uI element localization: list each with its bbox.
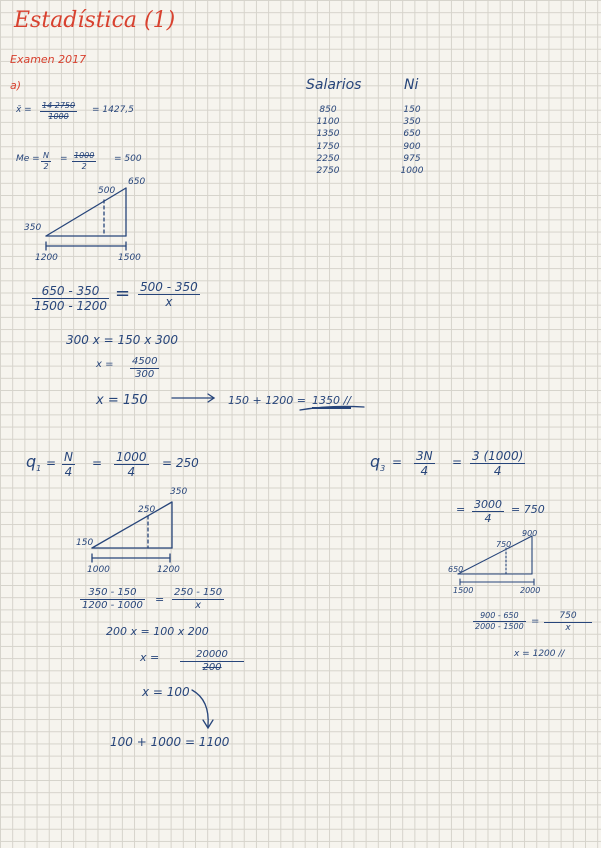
- fraction-denominator: x: [565, 623, 571, 633]
- median-step-1: 300 x = 150 x 300: [66, 333, 179, 347]
- ni-column: [392, 104, 432, 177]
- exam-heading: Examen 2017: [10, 53, 87, 66]
- q3-equals: =: [392, 455, 403, 469]
- q3-fraction-3: [472, 498, 504, 525]
- fraction-numerator: 350 - 150: [80, 587, 145, 600]
- q1-proportion-right: [172, 587, 224, 612]
- table-cell: 650: [403, 129, 421, 140]
- median-result: = 500: [114, 154, 142, 164]
- mean-result: = 1427,5: [92, 105, 134, 115]
- q3-proportion-left: [473, 611, 526, 632]
- fraction-denominator: 2: [43, 162, 49, 171]
- median-tri-top-label: 650: [128, 177, 146, 187]
- q3-equals-3: =: [456, 503, 466, 516]
- fraction-numerator: 650 - 350: [32, 284, 109, 299]
- mean-fraction: [40, 101, 77, 122]
- fraction-numerator: 1000: [116, 450, 147, 464]
- fraction-denominator: x: [165, 295, 173, 309]
- fraction-numerator: 250 - 150: [174, 587, 223, 598]
- q1-proportion-left: [80, 587, 145, 612]
- median-final-lhs: 150 + 1200 =: [228, 394, 306, 407]
- fraction-denominator: 4: [484, 512, 492, 525]
- fraction-denominator: 4: [493, 464, 502, 478]
- fraction-denominator: 4: [127, 465, 136, 479]
- mean-numerator: 14 2750: [42, 101, 76, 110]
- fraction-denominator: 4: [420, 464, 429, 478]
- table-cell: 900: [403, 141, 421, 152]
- median-tri-left-label: 350: [24, 223, 42, 233]
- fraction-denominator: 1500 - 1200: [34, 299, 108, 313]
- q3-lhs: [370, 454, 385, 473]
- fraction-numerator: N: [64, 450, 73, 464]
- q3-subscript: 3: [380, 464, 386, 474]
- fraction-denominator: 1200 - 1000: [82, 600, 143, 611]
- fraction-denominator: 2000 - 1500: [475, 622, 524, 631]
- fraction-numerator: 750: [544, 611, 592, 623]
- curved-arrow-icon: [192, 690, 213, 728]
- q3-tri-x2-label: 2000: [520, 586, 541, 595]
- mean-denominator: 1000: [48, 112, 69, 121]
- median-step-3: x = 150: [96, 393, 148, 408]
- fraction-numerator: 3 (1000): [472, 449, 524, 463]
- fraction-numerator: 4500: [132, 356, 158, 367]
- median-tri-mid-label: 500: [98, 186, 116, 196]
- median-proportion-left: [32, 284, 109, 313]
- q1-subscript: 1: [36, 464, 42, 474]
- q1-tri-x2-label: 1200: [157, 565, 180, 575]
- q1-tri-mid-label: 250: [138, 505, 156, 515]
- median-proportion-right: [138, 280, 200, 309]
- median-tri-x1-label: 1200: [35, 253, 58, 263]
- table-cell: 150: [403, 105, 421, 115]
- table-cell: 2250: [316, 153, 340, 164]
- median-lhs: Me =: [16, 154, 40, 164]
- q1-fraction-2: [114, 450, 149, 479]
- q3-symbol: q: [370, 452, 381, 471]
- median-equals: =: [60, 154, 68, 164]
- fraction-denominator: 200: [202, 662, 222, 673]
- q1-tri-x1-label: 1000: [87, 565, 110, 575]
- q3-final: x = 1200 //: [514, 649, 565, 659]
- table-cell: 1750: [316, 141, 340, 152]
- table-cell: 350: [403, 117, 421, 128]
- q3-equals-2: =: [452, 455, 463, 469]
- q1-triangle: [92, 502, 172, 562]
- fraction-numerator: 500 - 350: [140, 280, 198, 294]
- table-cell: 1000: [400, 166, 424, 177]
- mean-lhs: x̄ =: [16, 105, 32, 115]
- q3-tri-x1-label: 1500: [453, 586, 474, 595]
- median-proportion-equals: =: [115, 283, 131, 304]
- median-step-2-fraction: [130, 356, 159, 381]
- q3-tri-mid-label: 750: [496, 540, 512, 549]
- q3-fraction-2: [470, 449, 525, 478]
- part-label: a): [10, 79, 22, 92]
- q1-symbol: q: [26, 452, 37, 471]
- q1-equals-2: =: [92, 456, 103, 470]
- q1-step-2-fraction: [180, 649, 244, 674]
- q1-result: = 250: [162, 456, 199, 470]
- q1-step-3: x = 100: [142, 685, 190, 699]
- fraction-denominator: x: [195, 600, 202, 611]
- q1-lhs: [26, 454, 41, 473]
- q3-result: = 750: [511, 503, 545, 516]
- fraction-numerator: 20000: [180, 649, 244, 662]
- q3-tri-left-label: 650: [448, 565, 464, 574]
- q1-step-2-lhs: x =: [140, 651, 160, 664]
- q1-final: 100 + 1000 = 1100: [110, 735, 230, 749]
- median-final-value: 1350 //: [312, 394, 351, 407]
- table-cell: 2750: [316, 166, 340, 177]
- q1-step-1: 200 x = 100 x 200: [106, 625, 209, 638]
- median-fraction-2: [72, 151, 96, 172]
- q1-fraction-1: [62, 450, 75, 479]
- fraction-numerator: 1000: [74, 151, 95, 160]
- q1-equals: =: [46, 456, 57, 470]
- median-tri-x2-label: 1500: [118, 253, 141, 263]
- q3-tri-top-label: 900: [522, 529, 538, 538]
- median-step-2-lhs: x =: [96, 359, 114, 370]
- q3-proportion-equals: =: [531, 616, 540, 627]
- q1-proportion-equals: =: [155, 593, 165, 606]
- table-cell: 975: [403, 153, 421, 164]
- fraction-denominator: 4: [64, 465, 73, 479]
- q3-fraction-1: [414, 449, 435, 478]
- ni-header: Ni: [404, 77, 419, 93]
- fraction-numerator: 3N: [416, 449, 433, 463]
- q3-proportion-right: [544, 611, 592, 634]
- q1-tri-top-label: 350: [170, 487, 188, 497]
- median-triangle: [46, 188, 126, 250]
- table-cell: 1350: [316, 129, 340, 140]
- median-fraction-1: [41, 151, 51, 172]
- fraction-denominator: 2: [81, 162, 87, 171]
- table-cell: 850: [319, 105, 337, 115]
- fraction-numerator: 3000: [474, 498, 502, 511]
- arrow-icon: [172, 394, 214, 402]
- fraction-denominator: 300: [135, 369, 155, 380]
- fraction-numerator: N: [43, 151, 49, 160]
- page-title: Estadística (1): [14, 8, 176, 33]
- salarios-header: Salarios: [306, 77, 362, 93]
- q1-tri-left-label: 150: [76, 538, 94, 548]
- fraction-numerator: 900 - 650: [473, 611, 526, 622]
- table-cell: 1100: [316, 117, 340, 128]
- salarios-column: [308, 104, 348, 177]
